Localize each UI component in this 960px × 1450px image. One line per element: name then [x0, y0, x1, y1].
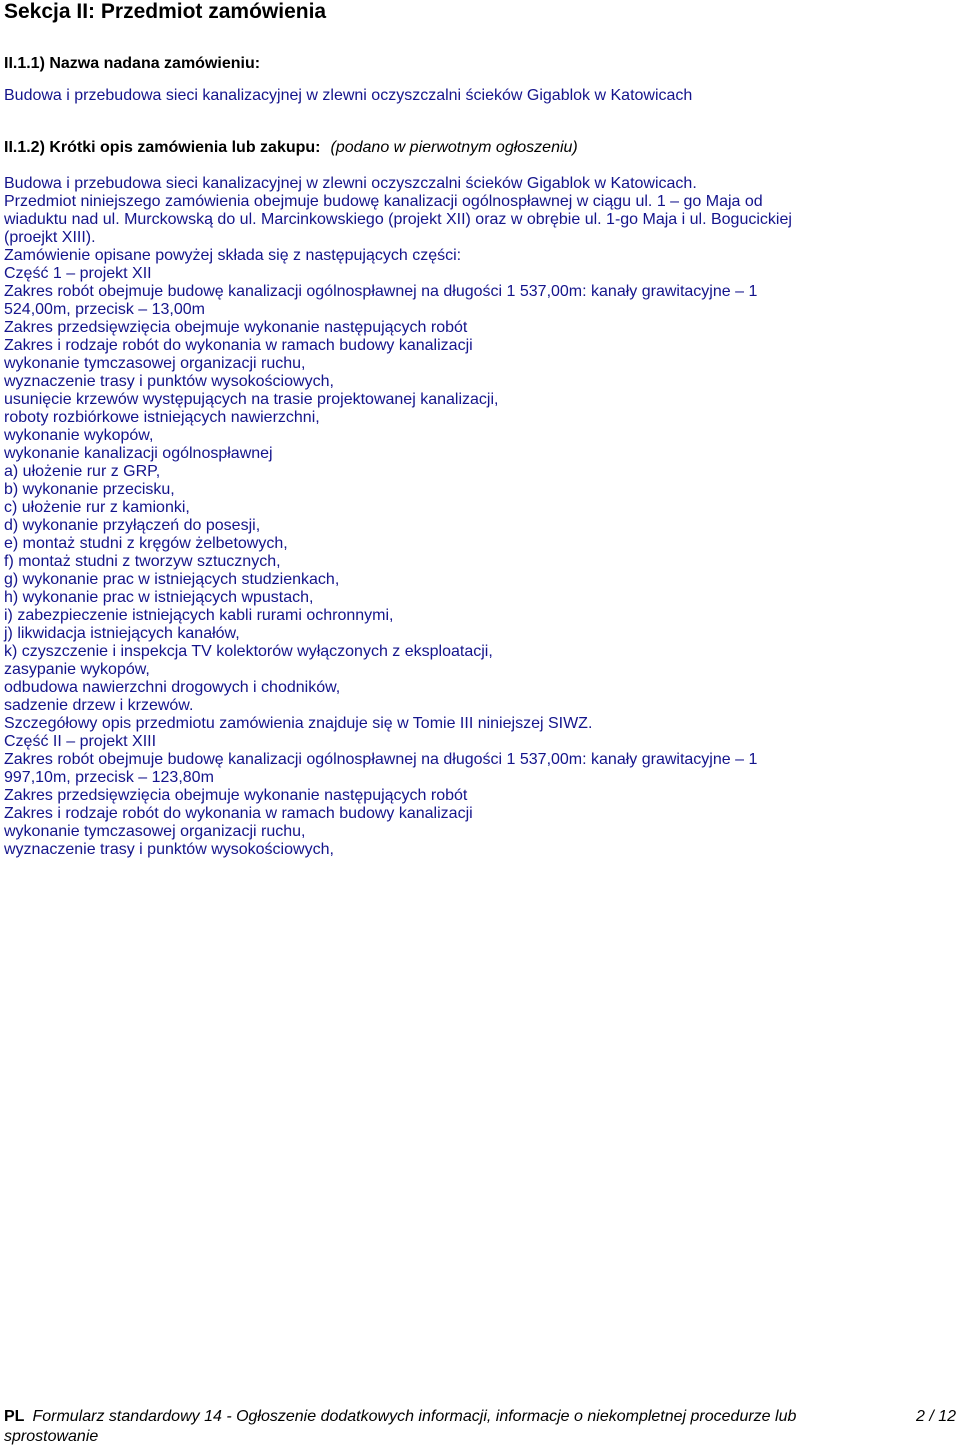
- description-line: d) wykonanie przyłączeń do posesji,: [4, 517, 261, 534]
- description-line: Budowa i przebudowa sieci kanalizacyjnej w zlewni oczyszczalni ścieków Gigablok w Katowicach.: [4, 175, 697, 192]
- short-description-body: [4, 175, 958, 859]
- description-line: Zakres i rodzaje robót do wykonania w ramach budowy kanalizacji: [4, 805, 473, 822]
- page-footer: [4, 1407, 958, 1447]
- description-line: zasypanie wykopów,: [4, 661, 150, 678]
- description-line: 997,10m, przecisk – 123,80m: [4, 769, 214, 786]
- footer-form-title-cont: sprostowanie: [4, 1428, 99, 1445]
- description-line: wykonanie wykopów,: [4, 427, 154, 444]
- description-line: e) montaż studni z kręgów żelbetowych,: [4, 535, 288, 552]
- footer-language: PL: [4, 1408, 25, 1425]
- field-label-contract-name: II.1.1) Nazwa nadana zamówieniu:: [4, 55, 261, 72]
- description-line: wykonanie tymczasowej organizacji ruchu,: [4, 823, 306, 840]
- description-line: j) likwidacja istniejących kanałów,: [4, 625, 240, 642]
- description-line: Zakres i rodzaje robót do wykonania w ramach budowy kanalizacji: [4, 337, 473, 354]
- footer-form-title: Formularz standardowy 14 - Ogłoszenie dodatkowych informacji, informacje o niekompletnej procedurze lub: [32, 1408, 797, 1425]
- description-line: Zakres przedsięwzięcia obejmuje wykonanie następujących robót: [4, 319, 468, 336]
- description-line: Część II – projekt XIII: [4, 733, 157, 750]
- footer-line-1: [4, 1407, 958, 1427]
- description-line: wyznaczenie trasy i punktów wysokościowych,: [4, 373, 334, 390]
- description-line: sadzenie drzew i krzewów.: [4, 697, 194, 714]
- page-number: 2 / 12: [915, 1408, 956, 1425]
- field-label-short-description-text: II.1.2) Krótki opis zamówienia lub zakupu:: [4, 139, 321, 156]
- description-line: b) wykonanie przecisku,: [4, 481, 175, 498]
- description-line: g) wykonanie prac w istniejących studzienkach,: [4, 571, 340, 588]
- field-note: (podano w pierwotnym ogłoszeniu): [330, 139, 578, 156]
- description-line: Przedmiot niniejszego zamówienia obejmuje budowę kanalizacji ogólnospławnej w ciągu ul. 1 – go Maja od: [4, 193, 763, 210]
- description-line: wykonanie tymczasowej organizacji ruchu,: [4, 355, 306, 372]
- description-line: a) ułożenie rur z GRP,: [4, 463, 161, 480]
- description-line: Zakres przedsięwzięcia obejmuje wykonanie następujących robót: [4, 787, 468, 804]
- description-line: c) ułożenie rur z kamionki,: [4, 499, 190, 516]
- description-line: k) czyszczenie i inspekcja TV kolektorów wyłączonych z eksploatacji,: [4, 643, 493, 660]
- description-line: Zakres robót obejmuje budowę kanalizacji ogólnospławnej na długości 1 537,00m: kanały grawitacyjne – 1: [4, 283, 758, 300]
- description-line: roboty rozbiórkowe istniejących nawierzchni,: [4, 409, 320, 426]
- field-label-short-description: [4, 138, 578, 158]
- description-line: i) zabezpieczenie istniejących kabli rurami ochronnymi,: [4, 607, 394, 624]
- description-line: wiaduktu nad ul. Murckowską do ul. Marcinkowskiego (projekt XII) oraz w obrębie ul. 1-go Maja i ul. Bogucickiej: [4, 211, 792, 228]
- description-line: f) montaż studni z tworzyw sztucznych,: [4, 553, 281, 570]
- description-line: Szczegółowy opis przedmiotu zamówienia znajduje się w Tomie III niniejszej SIWZ.: [4, 715, 593, 732]
- description-line: h) wykonanie prac w istniejących wpustach,: [4, 589, 314, 606]
- description-line: wykonanie kanalizacji ogólnospławnej: [4, 445, 273, 462]
- description-line: (proejkt XIII).: [4, 229, 96, 246]
- description-line: wyznaczenie trasy i punktów wysokościowych,: [4, 841, 334, 858]
- description-line: usunięcie krzewów występujących na trasie projektowanej kanalizacji,: [4, 391, 499, 408]
- field-value-contract-name: Budowa i przebudowa sieci kanalizacyjnej w zlewni oczyszczalni ścieków Gigablok w Katowicach: [4, 87, 693, 104]
- section-title: Sekcja II: Przedmiot zamówienia: [4, 0, 327, 23]
- description-line: 524,00m, przecisk – 13,00m: [4, 301, 205, 318]
- description-line: Zakres robót obejmuje budowę kanalizacji ogólnospławnej na długości 1 537,00m: kanały grawitacyjne – 1: [4, 751, 758, 768]
- description-line: Część 1 – projekt XII: [4, 265, 152, 282]
- description-line: odbudowa nawierzchni drogowych i chodników,: [4, 679, 341, 696]
- description-line: Zamówienie opisane powyżej składa się z następujących części:: [4, 247, 462, 264]
